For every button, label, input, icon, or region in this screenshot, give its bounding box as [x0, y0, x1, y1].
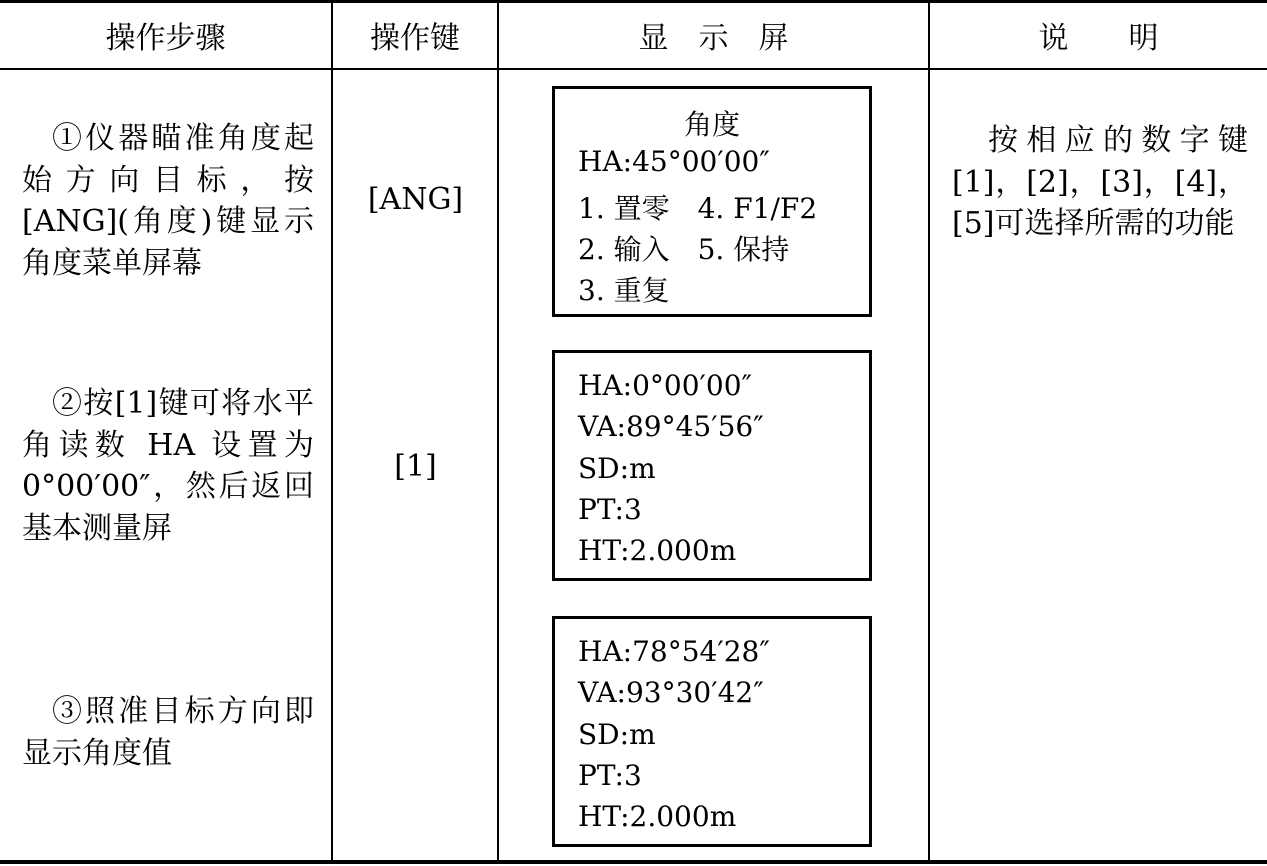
- display-screen-basic-measure: [552, 350, 872, 581]
- screen-3-line-4: PT:3: [578, 759, 642, 792]
- header-step: 操作步骤: [105, 21, 226, 56]
- step-1-key: [ANG]: [367, 182, 464, 217]
- display-screen-angle-menu: [552, 86, 872, 317]
- header-description: 说 明: [1038, 21, 1159, 56]
- step-2-text: ②按[1]键可将水平角读数 HA 设置为 0°00′00″，然后返回基本测量屏: [22, 386, 314, 546]
- screen-2-line-3: SD:m: [578, 452, 656, 485]
- screen-3-line-1: HA:78°54′28″: [578, 635, 770, 668]
- screen-1-title: 角度: [683, 108, 740, 141]
- screen-2-line-1: HA:0°00′00″: [578, 369, 752, 402]
- description-note: 按相应的数字键[1]，[2]，[3]，[4]，[5]可选择所需的功能: [952, 123, 1248, 241]
- display-screen-target-angle: [552, 616, 872, 847]
- screen-2-line-5: HT:2.000m: [578, 534, 737, 567]
- screen-1-line-3: 2. 输入 5. 保持: [578, 233, 790, 266]
- screen-2-line-4: PT:3: [578, 493, 642, 526]
- screen-3-line-2: VA:93°30′42″: [578, 676, 764, 709]
- header-key: 操作键: [370, 21, 460, 56]
- step-3-text: ③照准目标方向即显示角度值: [22, 694, 314, 771]
- screen-1-line-1: HA:45°00′00″: [578, 145, 770, 178]
- screen-1-line-2: 1. 置零 4. F1/F2: [578, 192, 818, 225]
- screen-3-line-3: SD:m: [578, 718, 656, 751]
- column-divider-2: [497, 0, 499, 864]
- step-2-key: [1]: [394, 449, 437, 484]
- step-1-text: ①仪器瞄准角度起始方向目标，按[ANG](角度)键显示角度菜单屏幕: [22, 121, 314, 281]
- table-bottom-rule: [0, 860, 1267, 864]
- column-divider-3: [928, 0, 930, 864]
- screen-1-line-4: 3. 重复: [578, 274, 670, 307]
- screen-3-line-5: HT:2.000m: [578, 800, 737, 833]
- column-divider-1: [331, 0, 333, 864]
- screen-2-line-2: VA:89°45′56″: [578, 410, 764, 443]
- header-screen: 显 示 屏: [638, 21, 789, 56]
